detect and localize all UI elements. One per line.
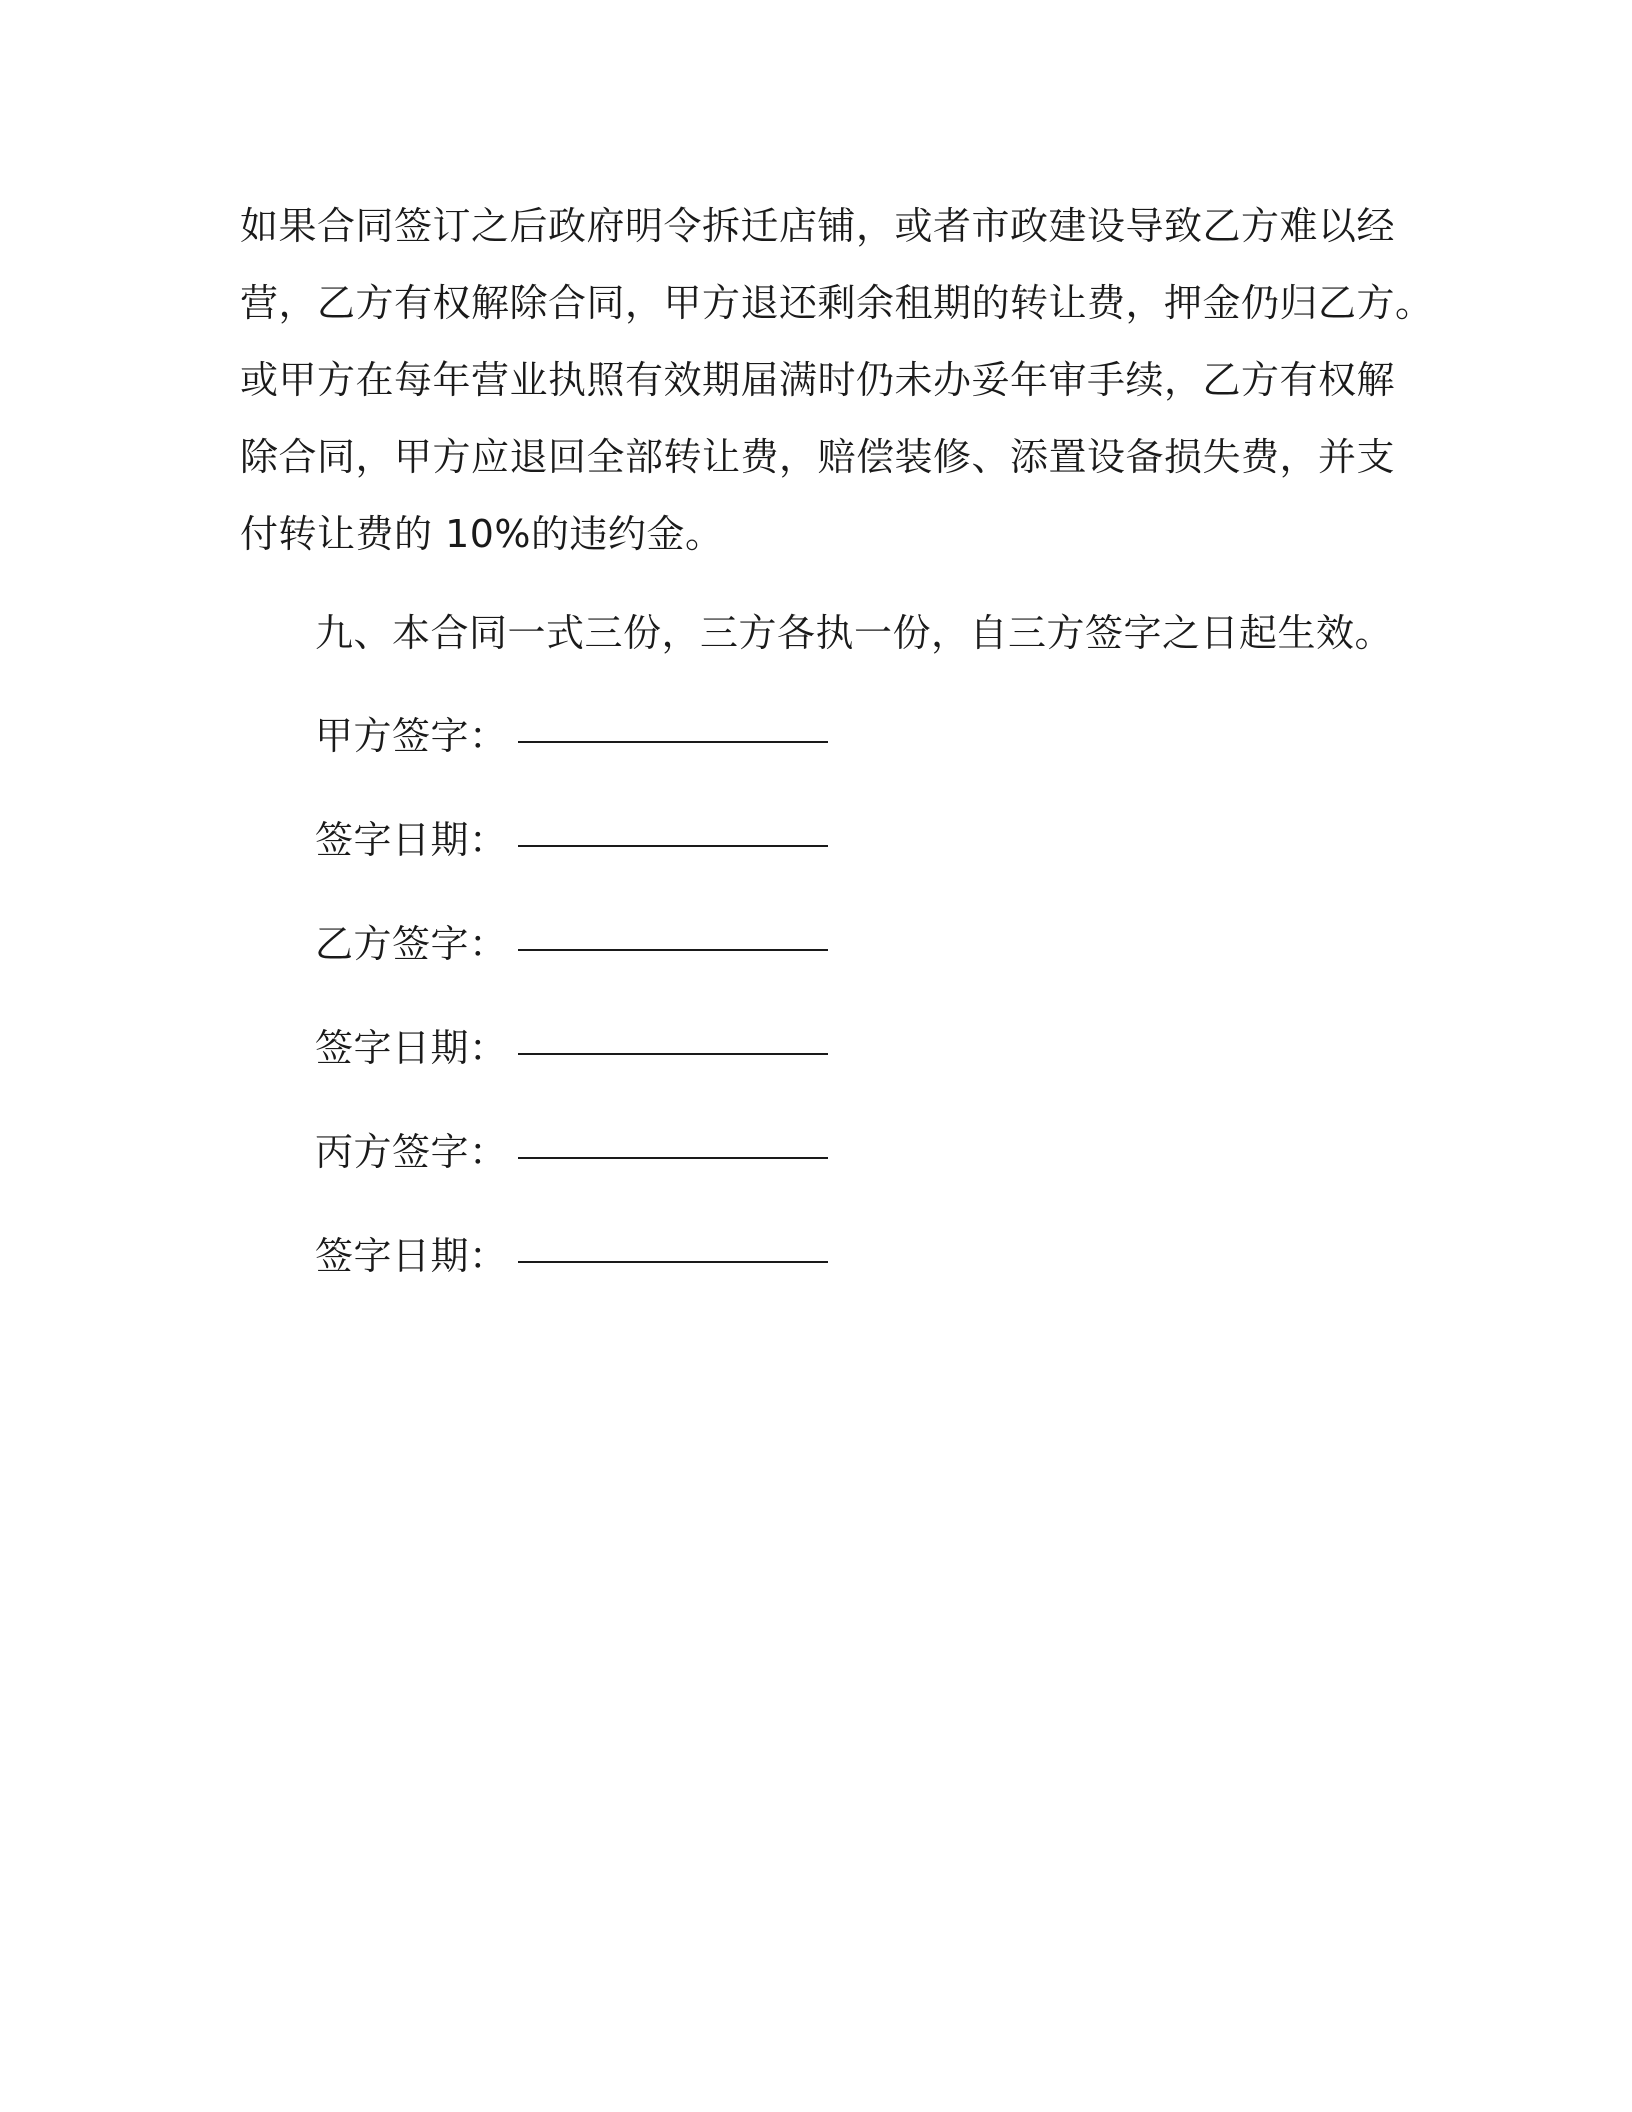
signature-label: 乙方签字： [315,922,508,966]
paragraph-line: 付转让费的 10%的违约金。 [240,512,724,556]
signature-blank-line [518,948,828,951]
signature-row-party-b [315,906,828,1010]
signature-row-date-c [315,1218,828,1322]
signature-label: 签字日期： [315,1234,508,1278]
signature-label: 签字日期： [315,818,508,862]
clause-nine: 九、本合同一式三份，三方各执一份，自三方签字之日起生效。 [315,611,1394,655]
paragraph-line: 如果合同签订之后政府明令拆迁店铺，或者市政建设导致乙方难以经 [240,204,1396,248]
signature-block [315,698,828,1322]
signature-label: 签字日期： [315,1026,508,1070]
contract-paragraph [240,188,1434,573]
signature-blank-line [518,740,828,743]
signature-row-date-b [315,1010,828,1114]
signature-blank-line [518,1156,828,1159]
signature-row-party-c [315,1114,828,1218]
signature-label: 甲方签字： [315,714,508,758]
paragraph-line: 除合同，甲方应退回全部转让费，赔偿装修、添置设备损失费，并支 [240,435,1396,479]
paragraph-line: 营，乙方有权解除合同，甲方退还剩余租期的转让费，押金仍归乙方。 [240,281,1434,325]
signature-row-date-a [315,802,828,906]
signature-blank-line [518,1260,828,1263]
paragraph-line: 或甲方在每年营业执照有效期届满时仍未办妥年审手续，乙方有权解 [240,358,1396,402]
signature-label: 丙方签字： [315,1130,508,1174]
signature-blank-line [518,1052,828,1055]
signature-row-party-a [315,698,828,802]
signature-blank-line [518,844,828,847]
